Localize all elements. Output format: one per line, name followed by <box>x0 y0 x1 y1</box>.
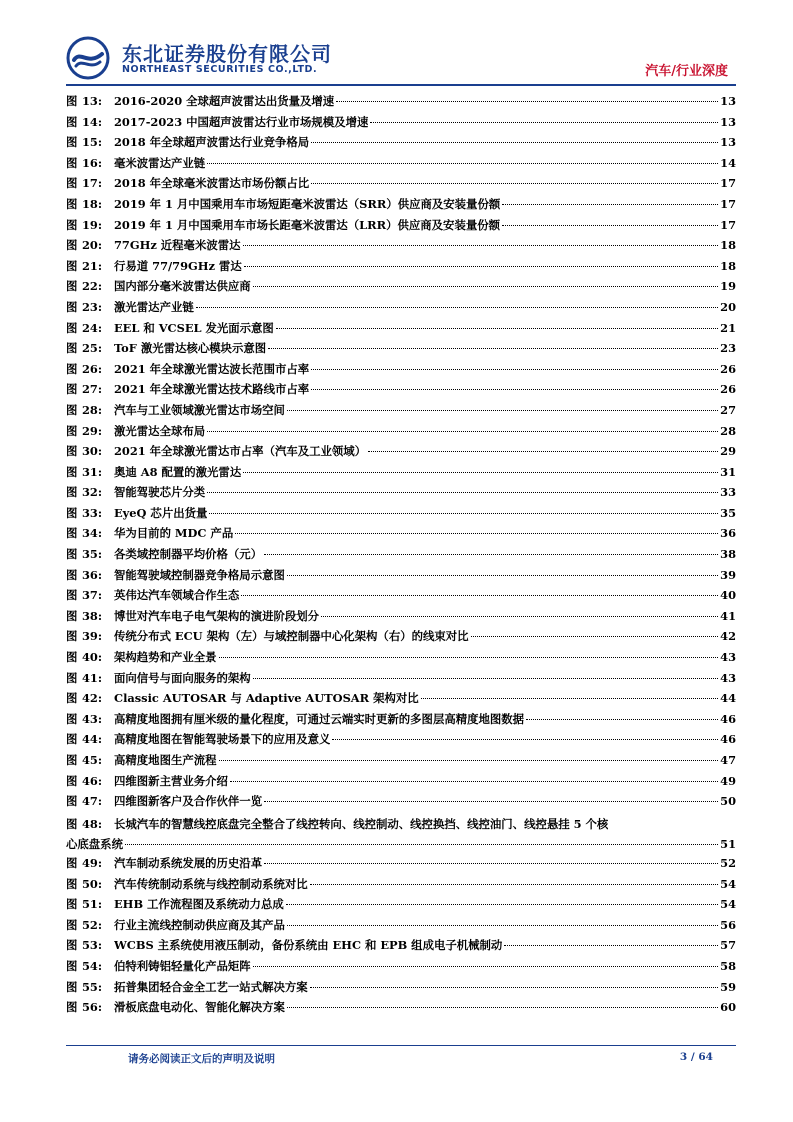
figure-prefix: 图 <box>66 897 78 912</box>
figure-prefix: 图 <box>66 753 78 767</box>
figure-number: 55: <box>82 979 103 994</box>
figure-title: 面向信号与面向服务的架构 <box>114 670 251 685</box>
page-ref: 19 <box>720 279 736 294</box>
figure-number: 47: <box>82 794 103 809</box>
figure-prefix: 图 <box>66 732 78 747</box>
dot-leader <box>209 513 718 514</box>
figure-prefix: 图 <box>66 670 78 685</box>
toc-entry[interactable] <box>66 649 736 670</box>
figure-number: 35: <box>82 547 103 562</box>
toc-entry[interactable] <box>66 155 736 176</box>
figure-number: 33: <box>82 505 103 520</box>
dot-leader <box>287 1007 718 1008</box>
figure-title: 博世对汽车电子电气架构的演进阶段划分 <box>114 608 320 623</box>
figure-title: 行易道 77/79GHz 雷达 <box>114 258 242 273</box>
figure-prefix: 图 <box>66 464 78 479</box>
toc-entry[interactable] <box>66 278 736 299</box>
figure-title: 行业主流线控制动供应商及其产品 <box>114 917 285 932</box>
figure-title: 滑板底盘电动化、智能化解决方案 <box>114 1000 285 1015</box>
figure-number: 22: <box>82 279 103 294</box>
figure-number: 52: <box>82 917 103 932</box>
dot-leader <box>264 554 718 555</box>
figure-prefix: 图 <box>66 505 78 520</box>
toc-entry[interactable] <box>66 546 736 567</box>
page-ref: 26 <box>720 382 736 397</box>
figure-prefix: 图 <box>66 361 78 376</box>
figure-title: 各类域控制器平均价格（元） <box>114 547 263 562</box>
figure-title: 奥迪 A8 配置的激光雷达 <box>114 464 242 479</box>
figure-number: 43: <box>82 711 103 726</box>
figure-number: 20: <box>82 238 103 253</box>
dot-leader <box>502 225 718 226</box>
figure-number: 13: <box>82 94 103 108</box>
toc-entry[interactable] <box>66 773 736 794</box>
figure-title: 高精度地图生产流程 <box>114 753 217 767</box>
page-ref: 40 <box>720 588 736 603</box>
dot-leader <box>311 389 718 390</box>
dot-leader <box>219 760 719 761</box>
toc-entry[interactable] <box>66 752 736 773</box>
dot-leader <box>219 657 719 658</box>
figure-prefix: 图 <box>66 217 78 232</box>
figure-title: 架构趋势和产业全景 <box>114 650 217 665</box>
dot-leader <box>421 698 718 699</box>
dot-leader <box>264 863 718 864</box>
figure-number: 17: <box>82 176 103 191</box>
toc-entry[interactable] <box>66 196 736 217</box>
dot-leader <box>243 472 718 473</box>
figure-prefix: 图 <box>66 691 78 706</box>
figure-number: 23: <box>82 299 103 314</box>
page-ref: 41 <box>720 608 736 623</box>
figure-prefix: 图 <box>66 876 78 891</box>
page-ref: 51 <box>720 837 736 852</box>
toc-entry[interactable] <box>66 525 736 546</box>
figure-prefix: 图 <box>66 588 78 603</box>
toc-entry[interactable] <box>66 917 736 938</box>
page-ref: 46 <box>720 732 736 747</box>
figure-title: 汽车传统制动系统与线控制动系统对比 <box>114 876 308 891</box>
figure-title: 长城汽车的智慧线控底盘完全整合了线控转向、线控制动、线控换挡、线控油门、线控悬挂 5 个核 <box>114 816 609 831</box>
figure-prefix: 图 <box>66 279 78 294</box>
dot-leader <box>370 122 718 123</box>
figure-title: EHB 工作流程图及系统动力总成 <box>114 897 284 912</box>
figure-number: 21: <box>82 258 103 273</box>
toc-entry[interactable] <box>66 711 736 732</box>
figure-number: 46: <box>82 773 103 788</box>
figure-prefix: 图 <box>66 341 78 356</box>
figure-number: 29: <box>82 423 103 438</box>
figure-title: 伯特利铸铝轻量化产品矩阵 <box>114 958 251 973</box>
figure-prefix: 图 <box>66 444 78 459</box>
figure-title: 智能驾驶芯片分类 <box>114 485 206 500</box>
toc-entry[interactable] <box>66 793 736 814</box>
figure-title: 毫米波雷达产业链 <box>114 155 206 170</box>
page-ref: 47 <box>720 753 736 767</box>
figure-title: 高精度地图在智能驾驶场景下的应用及意义 <box>114 732 331 747</box>
figure-title: 激光雷达产业链 <box>114 299 194 314</box>
toc-entry[interactable] <box>66 443 736 464</box>
figure-prefix: 图 <box>66 547 78 562</box>
toc-entry-line <box>66 814 736 835</box>
page-ref: 14 <box>720 155 736 170</box>
figure-title: 2018 年全球超声波雷达行业竞争格局 <box>114 135 310 150</box>
figure-title: ToF 激光雷达核心模块示意图 <box>114 341 267 356</box>
page-ref: 60 <box>720 1000 736 1015</box>
figure-title: EEL 和 VCSEL 发光面示意图 <box>114 320 274 335</box>
dot-leader <box>244 266 718 267</box>
toc-entry[interactable] <box>66 567 736 588</box>
dot-leader <box>287 575 718 576</box>
page-ref: 23 <box>720 341 736 356</box>
toc-entry[interactable] <box>66 937 736 958</box>
figure-title: 2016-2020 全球超声波雷达出货量及增速 <box>114 94 335 108</box>
figure-title: 高精度地图拥有厘米级的量化程度，可通过云端实时更新的多图层高精度地图数据 <box>114 711 525 726</box>
dot-leader <box>243 245 719 246</box>
toc-entry[interactable] <box>66 484 736 505</box>
figure-title: WCBS 主系统使用液压制动，备份系统由 EHC 和 EPB 组成电子机械制动 <box>114 938 503 953</box>
figure-number: 31: <box>82 464 103 479</box>
page-ref: 44 <box>720 691 736 706</box>
figure-prefix: 图 <box>66 855 78 870</box>
toc-entry[interactable] <box>66 320 736 341</box>
page-ref: 31 <box>720 464 736 479</box>
figure-title: 英伟达汽车领域合作生态 <box>114 588 240 603</box>
figure-number: 56: <box>82 1000 103 1015</box>
figure-number: 25: <box>82 341 103 356</box>
figure-prefix: 图 <box>66 299 78 314</box>
dot-leader <box>207 431 718 432</box>
page-ref: 42 <box>720 629 736 644</box>
page-ref: 13 <box>720 94 736 108</box>
dot-leader <box>230 781 718 782</box>
figure-prefix: 图 <box>66 382 78 397</box>
figure-prefix: 图 <box>66 958 78 973</box>
report-section-title: 汽车/行业深度 <box>645 64 728 79</box>
page-ref: 18 <box>720 238 736 253</box>
figure-prefix: 图 <box>66 423 78 438</box>
page-header <box>66 36 736 80</box>
figure-number: 41: <box>82 670 103 685</box>
page-ref: 17 <box>720 196 736 211</box>
figure-number: 40: <box>82 650 103 665</box>
dot-leader <box>502 204 718 205</box>
page-ref: 13 <box>720 114 736 129</box>
figure-prefix: 图 <box>66 155 78 170</box>
dot-leader <box>253 678 718 679</box>
toc-entry[interactable] <box>66 175 736 196</box>
figure-number: 45: <box>82 753 103 767</box>
company-name-cn: 东北证券股份有限公司 <box>122 42 332 66</box>
dot-leader <box>207 492 718 493</box>
figure-prefix: 图 <box>66 402 78 417</box>
figure-title: 2019 年 1 月中国乘用车市场短距毫米波雷达（SRR）供应商及安装量份额 <box>114 196 501 211</box>
page-number: 3 / 64 <box>679 1051 713 1063</box>
figure-prefix: 图 <box>66 196 78 211</box>
figure-number: 38: <box>82 608 103 623</box>
toc-entry[interactable] <box>66 299 736 320</box>
company-name-en: NORTHEAST SECURITIES CO.,LTD. <box>122 64 318 75</box>
figure-number: 42: <box>82 691 103 706</box>
page-ref: 17 <box>720 217 736 232</box>
figure-prefix: 图 <box>66 773 78 788</box>
dot-leader <box>253 286 718 287</box>
figure-number: 49: <box>82 855 103 870</box>
figure-number: 48: <box>82 816 103 831</box>
toc-entry[interactable] <box>66 896 736 917</box>
toc-entry[interactable] <box>66 979 736 1000</box>
dot-leader <box>125 844 718 845</box>
figure-title: Classic AUTOSAR 与 Adaptive AUTOSAR 架构对比 <box>114 691 419 706</box>
figure-number: 19: <box>82 217 103 232</box>
toc-entry[interactable] <box>66 587 736 608</box>
figure-title: 汽车制动系统发展的历史沿革 <box>114 855 263 870</box>
page-ref: 27 <box>720 402 736 417</box>
toc-entry-line <box>66 834 736 855</box>
dot-leader <box>504 945 718 946</box>
figure-number: 14: <box>82 114 103 129</box>
dot-leader <box>276 328 718 329</box>
figure-number: 24: <box>82 320 103 335</box>
toc-entry[interactable] <box>66 505 736 526</box>
figure-prefix: 图 <box>66 608 78 623</box>
figure-prefix: 图 <box>66 979 78 994</box>
page-ref: 56 <box>720 917 736 932</box>
toc-entry[interactable] <box>66 608 736 629</box>
page-ref: 57 <box>720 938 736 953</box>
page-ref: 26 <box>720 361 736 376</box>
page-ref: 33 <box>720 485 736 500</box>
toc-entry[interactable] <box>66 93 736 114</box>
dot-leader <box>286 904 718 905</box>
figure-prefix: 图 <box>66 258 78 273</box>
figure-number: 44: <box>82 732 103 747</box>
toc-entry[interactable] <box>66 423 736 444</box>
page-ref: 52 <box>720 855 736 870</box>
figure-prefix: 图 <box>66 650 78 665</box>
toc-entry[interactable] <box>66 217 736 238</box>
page-ref: 54 <box>720 876 736 891</box>
dot-leader <box>336 101 718 102</box>
page-ref: 21 <box>720 320 736 335</box>
figure-title: 2017-2023 中国超声波雷达行业市场规模及增速 <box>114 114 369 129</box>
figure-prefix: 图 <box>66 816 78 831</box>
figure-prefix: 图 <box>66 94 78 108</box>
figure-list <box>66 93 736 1020</box>
figure-title: 汽车与工业领域激光雷达市场空间 <box>114 402 285 417</box>
page-ref: 50 <box>720 794 736 809</box>
toc-entry[interactable] <box>66 361 736 382</box>
page-ref: 38 <box>720 547 736 562</box>
figure-number: 18: <box>82 196 103 211</box>
figure-prefix: 图 <box>66 629 78 644</box>
page-ref: 36 <box>720 526 736 541</box>
dot-leader <box>287 925 718 926</box>
dot-leader <box>241 595 718 596</box>
page-ref: 18 <box>720 258 736 273</box>
dot-leader <box>368 451 718 452</box>
dot-leader <box>253 966 718 967</box>
dot-leader <box>207 163 718 164</box>
page-ref: 35 <box>720 505 736 520</box>
page-ref: 20 <box>720 299 736 314</box>
toc-entry[interactable] <box>66 464 736 485</box>
dot-leader <box>196 307 718 308</box>
figure-title: 华为目前的 MDC 产品 <box>114 526 234 541</box>
figure-prefix: 图 <box>66 711 78 726</box>
figure-number: 28: <box>82 402 103 417</box>
figure-prefix: 图 <box>66 794 78 809</box>
toc-entry[interactable] <box>66 114 736 135</box>
page-ref: 28 <box>720 423 736 438</box>
page-ref: 59 <box>720 979 736 994</box>
figure-title: 四维图新主营业务介绍 <box>114 773 228 788</box>
dot-leader <box>321 616 718 617</box>
figure-title: 激光雷达全球布局 <box>114 423 206 438</box>
page-ref: 43 <box>720 650 736 665</box>
toc-entry[interactable] <box>66 731 736 752</box>
figure-prefix: 图 <box>66 1000 78 1015</box>
toc-entry[interactable] <box>66 690 736 711</box>
figure-title: 2018 年全球毫米波雷达市场份额占比 <box>114 176 310 191</box>
figure-prefix: 图 <box>66 526 78 541</box>
figure-prefix: 图 <box>66 938 78 953</box>
toc-entry[interactable] <box>66 670 736 691</box>
figure-prefix: 图 <box>66 320 78 335</box>
page-ref: 46 <box>720 711 736 726</box>
figure-title: EyeQ 芯片出货量 <box>114 505 208 520</box>
figure-title: 智能驾驶域控制器竞争格局示意图 <box>114 567 285 582</box>
figure-title: 2021 年全球激光雷达市占率（汽车及工业领域） <box>114 444 367 459</box>
figure-prefix: 图 <box>66 114 78 129</box>
figure-title: 2021 年全球激光雷达波长范围市占率 <box>114 361 310 376</box>
toc-entry[interactable] <box>66 855 736 876</box>
dot-leader <box>526 719 718 720</box>
dot-leader <box>332 739 718 740</box>
figure-number: 27: <box>82 382 103 397</box>
page-ref: 43 <box>720 670 736 685</box>
figure-number: 54: <box>82 958 103 973</box>
figure-prefix: 图 <box>66 917 78 932</box>
toc-entry[interactable] <box>66 381 736 402</box>
dot-leader <box>310 987 718 988</box>
page-ref: 58 <box>720 958 736 973</box>
page-ref: 39 <box>720 567 736 582</box>
figure-number: 50: <box>82 876 103 891</box>
toc-entry[interactable] <box>66 258 736 279</box>
page-ref: 54 <box>720 897 736 912</box>
figure-title-continued: 心底盘系统 <box>66 837 123 852</box>
figure-prefix: 图 <box>66 176 78 191</box>
company-logo-icon <box>66 36 110 80</box>
toc-entry[interactable] <box>66 876 736 897</box>
figure-number: 16: <box>82 155 103 170</box>
footer-divider <box>66 1045 736 1046</box>
figure-number: 26: <box>82 361 103 376</box>
dot-leader <box>311 142 718 143</box>
page-ref: 49 <box>720 773 736 788</box>
dot-leader <box>287 410 718 411</box>
figure-title: 2021 年全球激光雷达技术路线市占率 <box>114 382 310 397</box>
figure-number: 51: <box>82 897 103 912</box>
figure-title: 拓普集团轻合金全工艺一站式解决方案 <box>114 979 308 994</box>
dot-leader <box>268 348 718 349</box>
toc-entry[interactable] <box>66 134 736 155</box>
figure-title: 77GHz 近程毫米波雷达 <box>114 238 241 253</box>
figure-prefix: 图 <box>66 135 78 150</box>
toc-entry[interactable] <box>66 340 736 361</box>
figure-title: 2019 年 1 月中国乘用车市场长距毫米波雷达（LRR）供应商及安装量份额 <box>114 217 501 232</box>
toc-entry[interactable] <box>66 402 736 423</box>
toc-entry[interactable] <box>66 237 736 258</box>
page-ref: 29 <box>720 444 736 459</box>
dot-leader <box>235 533 718 534</box>
header-divider <box>66 84 736 86</box>
figure-number: 39: <box>82 629 103 644</box>
footer-disclaimer: 请务必阅读正文后的声明及说明 <box>128 1053 275 1065</box>
figure-number: 34: <box>82 526 103 541</box>
figure-title: 传统分布式 ECU 架构（左）与域控制器中心化架构（右）的线束对比 <box>114 629 469 644</box>
figure-number: 15: <box>82 135 103 150</box>
figure-title: 四维图新客户及合作伙伴一览 <box>114 794 263 809</box>
dot-leader <box>311 369 718 370</box>
dot-leader <box>310 884 718 885</box>
dot-leader <box>311 183 718 184</box>
figure-number: 36: <box>82 567 103 582</box>
toc-entry[interactable] <box>66 999 736 1020</box>
figure-prefix: 图 <box>66 485 78 500</box>
dot-leader <box>471 636 719 637</box>
page-ref: 13 <box>720 135 736 150</box>
figure-number: 32: <box>82 485 103 500</box>
figure-prefix: 图 <box>66 238 78 253</box>
toc-entry[interactable] <box>66 814 736 855</box>
figure-number: 37: <box>82 588 103 603</box>
figure-number: 53: <box>82 938 103 953</box>
dot-leader <box>264 801 718 802</box>
figure-number: 30: <box>82 444 103 459</box>
page-ref: 17 <box>720 176 736 191</box>
figure-prefix: 图 <box>66 567 78 582</box>
toc-entry[interactable] <box>66 958 736 979</box>
figure-title: 国内部分毫米波雷达供应商 <box>114 279 251 294</box>
toc-entry[interactable] <box>66 628 736 649</box>
